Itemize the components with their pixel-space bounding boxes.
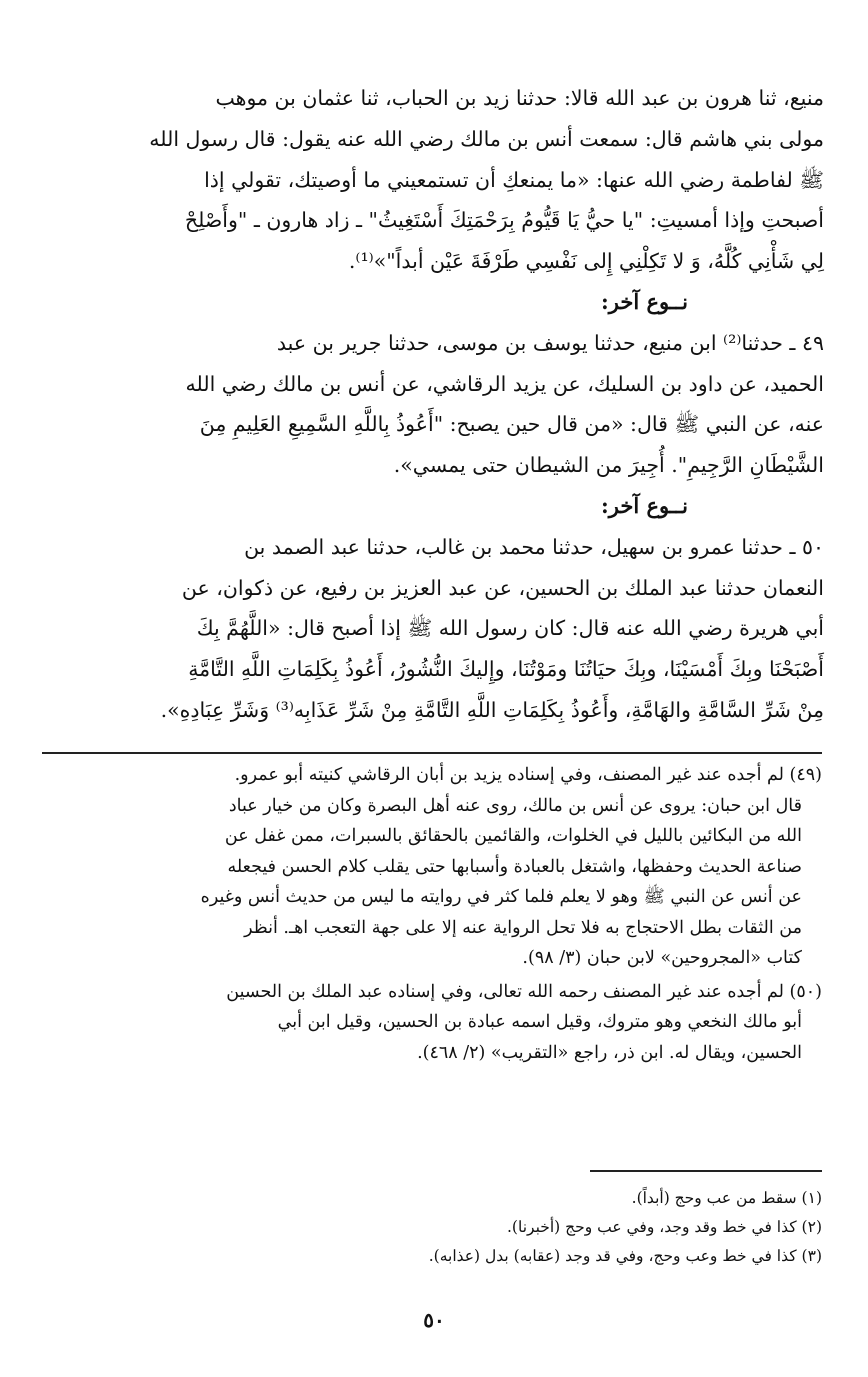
text-line: ﷺ لفاطمة رضي الله عنها: «ما يمنعكِ أن تستمعيني ما أوصيتك، تقولي إذا <box>204 167 824 192</box>
section-heading: نــوع آخر: <box>601 288 688 314</box>
footnote-divider <box>590 1170 822 1172</box>
page-number: ٥٠ <box>423 1308 445 1332</box>
note-line: (٥٠) لم أجده عند غير المصنف رحمه الله تعالى، وفي إسناده عبد الملك بن الحسين <box>226 981 822 1002</box>
commentary-divider <box>42 752 822 754</box>
section-heading: نــوع آخر: <box>601 492 688 518</box>
note-line: أبو مالك النخعي وهو متروك، وقيل اسمه عبادة بن الحسين، وقيل ابن أبي <box>277 1012 802 1032</box>
note-line: الحسين، ويقال له. ابن ذر، راجع «التقريب» (٢/ ٤٦٨). <box>417 1042 802 1063</box>
note-line: كتاب «المجروحين» لابن حبان (٣/ ٩٨). <box>522 948 802 968</box>
hadith-50-line: ٥٠ ـ حدثنا عمرو بن سهيل، حدثنا محمد بن غالب، حدثنا عبد الصمد بن <box>244 534 824 559</box>
main-text <box>38 78 824 731</box>
text-line: أصبحتِ وإذا أمسيتِ: "يا حيُّ يَا قَيُّومُ بِرَحْمَتِكَ أَسْتَغِيثُ" ـ زاد هارون ـ "وأَصْلِحْ <box>184 208 824 233</box>
text-line: منيع، ثنا هرون بن عبد الله قالا: حدثنا زيد بن الحباب، ثنا عثمان بن موهب <box>215 86 824 110</box>
footnote-1: (١) سقط من عب وحج (أبداً). <box>631 1189 822 1207</box>
hadith-49-line: الحميد، عن داود بن السليك، عن يزيد الرقاشي، عن أنس بن مالك رضي الله <box>185 371 824 396</box>
note-49 <box>58 760 822 974</box>
hadith-50-line: مِنْ شَرِّ السَّامَّةِ والهَامَّةِ، وأَعُوذُ بِكَلِمَاتِ اللَّهِ التَّامَّةِ مِنْ شَرِّ عَذَابِه⁽³⁾ وَشَرِّ عِبَادِهِ». <box>160 697 824 722</box>
hadith-49-line: ٤٩ ـ حدثنا⁽²⁾ ابن منيع، حدثنا يوسف بن موسى، حدثنا جرير بن عبد <box>276 330 824 355</box>
note-line: من الثقات بطل الاحتجاج به فلا تحل الرواية عنه إلا على جهة التعجب اهـ. أنظر <box>244 917 802 938</box>
note-line: (٤٩) لم أجده عند غير المصنف، وفي إسناده يزيد بن أبان الرقاشي كنيته أبو عمرو. <box>234 765 822 785</box>
hadith-50-line: أبي هريرة رضي الله عنه قال: كان رسول الله ﷺ إذا أصبح قال: «اللَّهُمَّ بِكَ <box>196 616 824 641</box>
note-line: صناعة الحديث وحفظها، واشتغل بالعبادة وأسبابها حتى يقلب كلام الحسن فيجعله <box>227 856 802 877</box>
text-line: لِي شَأْنِي كُلَّهُ، وَ لا تَكِلْنِي إِلى نَفْسِي طَرْفَةَ عَيْن أبداً"»⁽¹⁾. <box>348 249 824 274</box>
footnotes <box>300 1184 822 1271</box>
hadith-50-line: أَصْبَحْنَا وبِكَ أَمْسَيْنَا، وبِكَ حيَاتُنَا ومَوْتُنَا، وإِليكَ النُّشُورُ، أَعُوذُ بِكَلِمَاتِ اللَّهِ التَّامَّةِ <box>188 657 824 682</box>
hadith-50-line: النعمان حدثنا عبد الملك بن الحسين، عن عبد العزيز بن رفيع، عن ذكوان، عن <box>181 575 824 600</box>
note-line: قال ابن حبان: يروى عن أنس بن مالك، روى عنه أهل البصرة وكان من خيار عباد <box>228 795 802 816</box>
note-50 <box>58 977 822 1069</box>
hadith-49-line: الشَّيْطَانِ الرَّجِيمِ". أُجِيرَ من الشيطان حتى يمسي». <box>393 453 824 478</box>
commentary-section <box>58 760 822 1071</box>
hadith-49-line: عنه، عن النبي ﷺ قال: «من قال حين يصبح: "أَعُوذُ بِاللَّهِ السَّمِيعِ العَلِيمِ مِنَ <box>199 412 824 437</box>
footnote-2: (٢) كذا في خط وقد وجد، وفي عب وحج (أخبرنا). <box>507 1218 822 1236</box>
text-line: مولى بني هاشم قال: سمعت أنس بن مالك رضي الله عنه يقول: قال رسول الله <box>149 126 824 151</box>
footnote-3: (٣) كذا في خط وعب وحج، وفي قد وجد (عقابه) بدل (عذابه). <box>428 1247 822 1265</box>
note-line: عن أنس عن النبي ﷺ وهو لا يعلم فلما كثر في روايته ما ليس من حديث أنس وغيره <box>200 887 802 907</box>
note-line: الله من البكائين بالليل في الخلوات، والقائمين بالحقائق بالسبرات، ممن غفل عن <box>224 826 802 846</box>
